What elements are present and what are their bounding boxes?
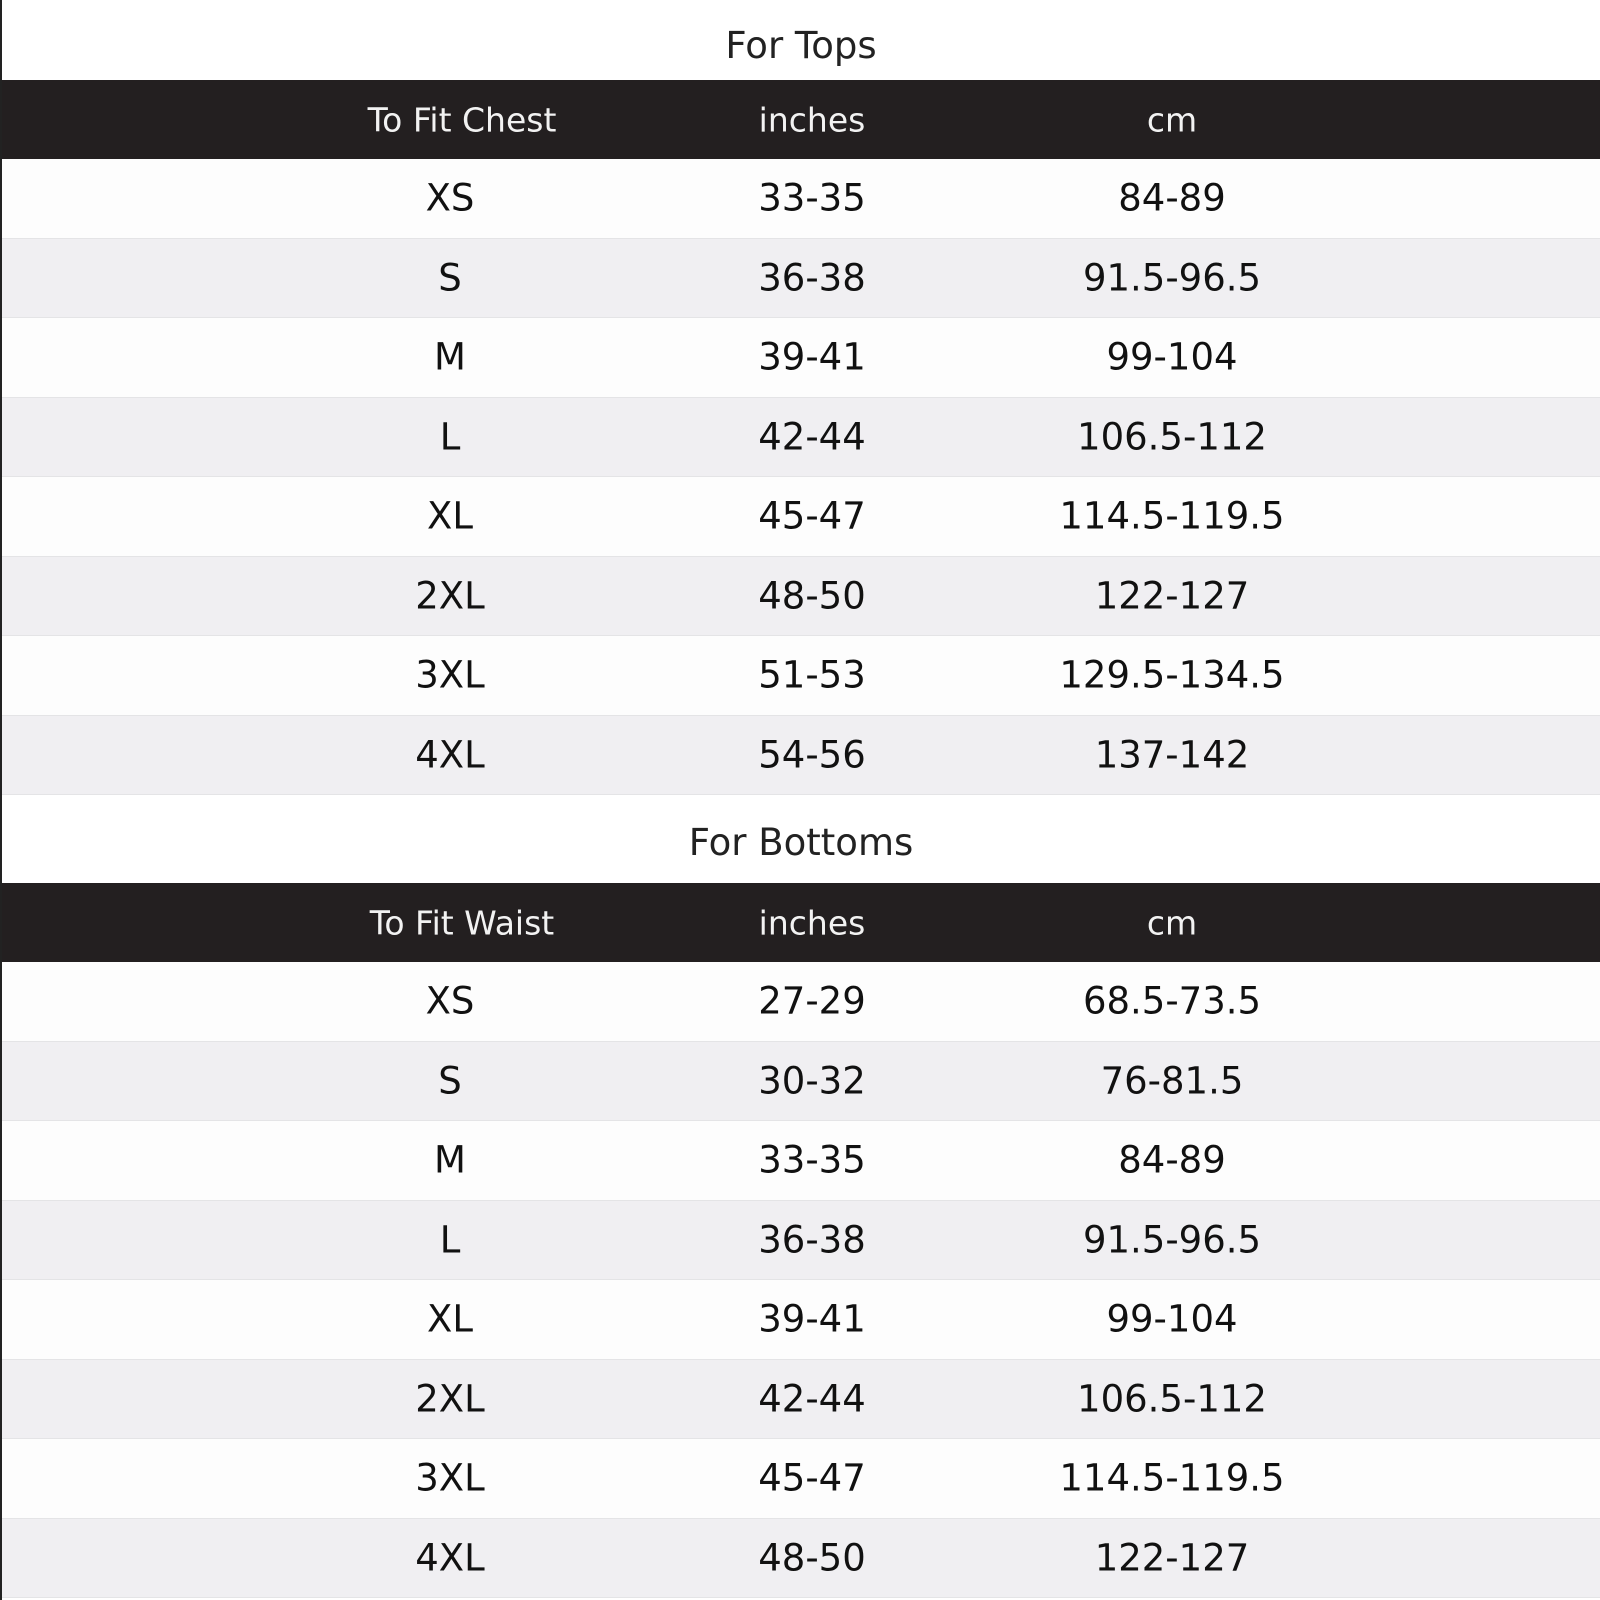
cm-cell: 106.5-112 [1077,415,1267,459]
size-cell: XS [425,979,475,1023]
bottoms-header-cm: cm [1146,903,1198,942]
inches-cell: 39-41 [758,1297,866,1341]
table-row [2,1439,1600,1519]
tops-header-inches: inches [758,100,866,139]
size-cell: XL [427,1297,473,1341]
bottoms-header-size: To Fit Waist [369,903,555,942]
bottoms-body [2,962,1600,1598]
inches-cell: 36-38 [758,256,866,300]
cm-cell: 91.5-96.5 [1082,256,1262,300]
tops-header-cm: cm [1146,100,1198,139]
inches-cell: 45-47 [758,1456,866,1500]
table-row [2,1280,1600,1360]
cm-cell: 114.5-119.5 [1059,1456,1285,1500]
table-row [2,1042,1600,1122]
cm-cell: 129.5-134.5 [1059,653,1285,697]
cm-cell: 114.5-119.5 [1059,494,1285,538]
size-cell: 4XL [415,733,485,777]
inches-cell: 39-41 [758,335,866,379]
table-row [2,962,1600,1042]
table-row [2,716,1600,796]
inches-cell: 36-38 [758,1218,866,1262]
size-cell: 2XL [415,1377,485,1421]
bottoms-title: For Bottoms [2,795,1600,883]
table-row [2,1519,1600,1599]
inches-cell: 42-44 [758,1377,866,1421]
cm-cell: 99-104 [1106,335,1238,379]
inches-cell: 54-56 [758,733,866,777]
cm-cell: 68.5-73.5 [1082,979,1262,1023]
size-cell: L [439,1218,461,1262]
size-cell: XS [425,176,475,220]
table-row [2,239,1600,319]
cm-cell: 91.5-96.5 [1082,1218,1262,1262]
inches-cell: 42-44 [758,415,866,459]
tops-table [2,80,1600,795]
inches-cell: 33-35 [758,176,866,220]
cm-cell: 122-127 [1094,1536,1250,1580]
cm-cell: 76-81.5 [1100,1059,1244,1103]
cm-cell: 99-104 [1106,1297,1238,1341]
size-cell: 3XL [415,653,485,697]
inches-cell: 48-50 [758,574,866,618]
table-row [2,636,1600,716]
size-cell: M [434,335,466,379]
cm-cell: 84-89 [1118,176,1226,220]
table-row [2,557,1600,637]
tops-header-row [2,80,1600,159]
bottoms-table [2,883,1600,1598]
cm-cell: 106.5-112 [1077,1377,1267,1421]
table-row [2,159,1600,239]
table-row [2,398,1600,478]
table-row [2,1201,1600,1281]
bottoms-header-row [2,883,1600,962]
size-cell: S [438,1059,462,1103]
tops-header-size: To Fit Chest [367,100,557,139]
inches-cell: 33-35 [758,1138,866,1182]
cm-cell: 84-89 [1118,1138,1226,1182]
inches-cell: 45-47 [758,494,866,538]
inches-cell: 48-50 [758,1536,866,1580]
inches-cell: 51-53 [758,653,866,697]
size-cell: S [438,256,462,300]
size-cell: M [434,1138,466,1182]
size-cell: XL [427,494,473,538]
cm-cell: 137-142 [1094,733,1250,777]
table-row [2,1360,1600,1440]
bottoms-header-inches: inches [758,903,866,942]
size-cell: 2XL [415,574,485,618]
cm-cell: 122-127 [1094,574,1250,618]
inches-cell: 27-29 [758,979,866,1023]
tops-body [2,159,1600,795]
table-row [2,318,1600,398]
inches-cell: 30-32 [758,1059,866,1103]
table-row [2,477,1600,557]
size-cell: 4XL [415,1536,485,1580]
table-row [2,1121,1600,1201]
tops-title: For Tops [2,0,1600,80]
size-cell: 3XL [415,1456,485,1500]
size-cell: L [439,415,461,459]
